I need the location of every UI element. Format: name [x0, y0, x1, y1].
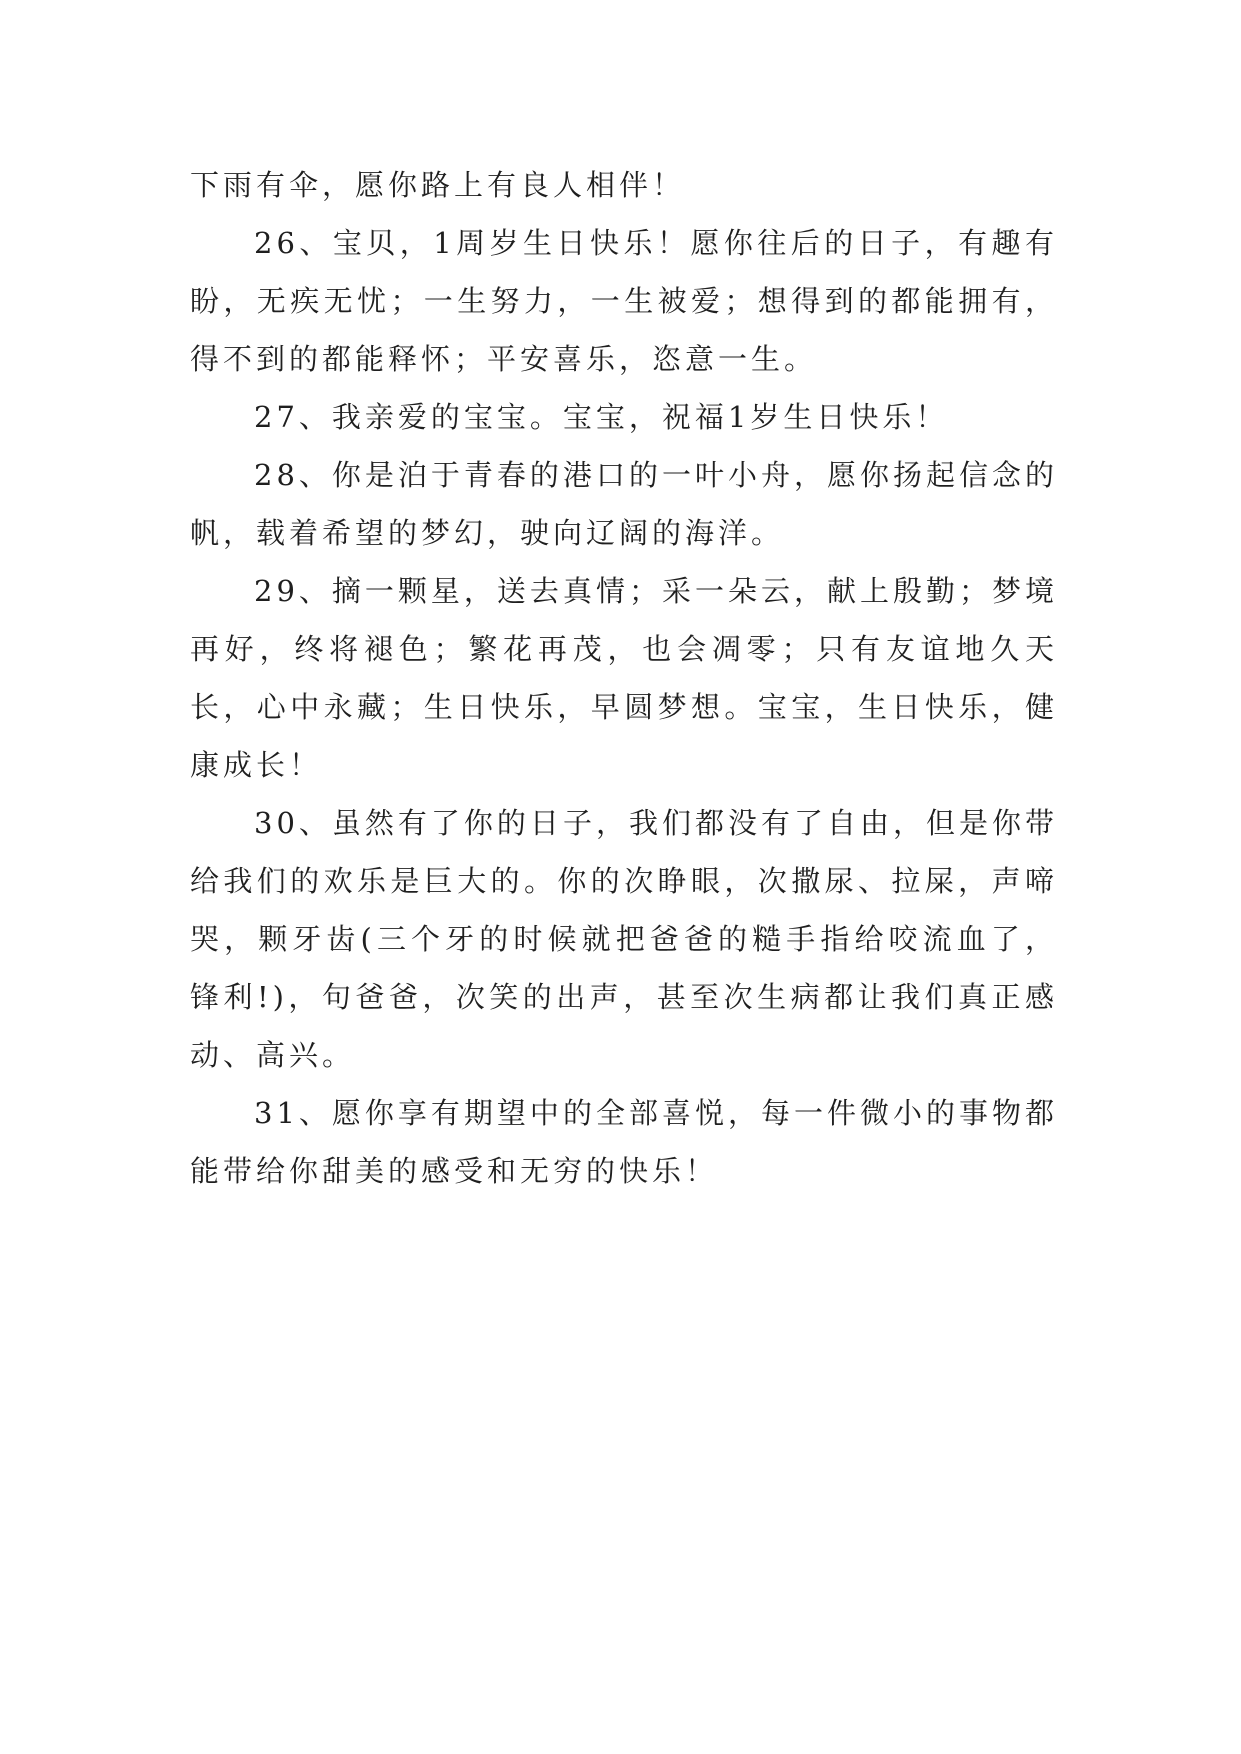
paragraph-28: 28、你是泊于青春的港口的一叶小舟，愿你扬起信念的帆，载着希望的梦幻，驶向辽阔的海洋。 — [190, 458, 1058, 550]
paragraph-26: 26、宝贝，1周岁生日快乐！愿你往后的日子，有趣有盼，无疾无忧；一生努力，一生被爱；想得到的都能拥有，得不到的都能释怀；平安喜乐，恣意一生。 — [190, 226, 1058, 376]
paragraph-31: 31、愿你享有期望中的全部喜悦，每一件微小的事物都能带给你甜美的感受和无穷的快乐！ — [190, 1096, 1058, 1188]
paragraph-continuation: 下雨有伞，愿你路上有良人相伴！ — [190, 168, 686, 202]
paragraph-29: 29、摘一颗星，送去真情；采一朵云，献上殷勤；梦境再好，终将褪色；繁花再茂，也会凋零；只有友谊地久天长，心中永藏；生日快乐，早圆梦想。宝宝，生日快乐，健康成长！ — [190, 574, 1058, 782]
document-body — [190, 156, 1058, 1200]
paragraph-30: 30、虽然有了你的日子，我们都没有了自由，但是你带给我们的欢乐是巨大的。你的次睁眼，次撒尿、拉屎，声啼哭，颗牙齿(三个牙的时候就把爸爸的糙手指给咬流血了，锋利!)，句爸爸，次笑的出声，甚至次生病都让我们真正感动、高兴。 — [190, 806, 1058, 1072]
paragraph-27: 27、我亲爱的宝宝。宝宝，祝福1岁生日快乐！ — [254, 400, 949, 434]
